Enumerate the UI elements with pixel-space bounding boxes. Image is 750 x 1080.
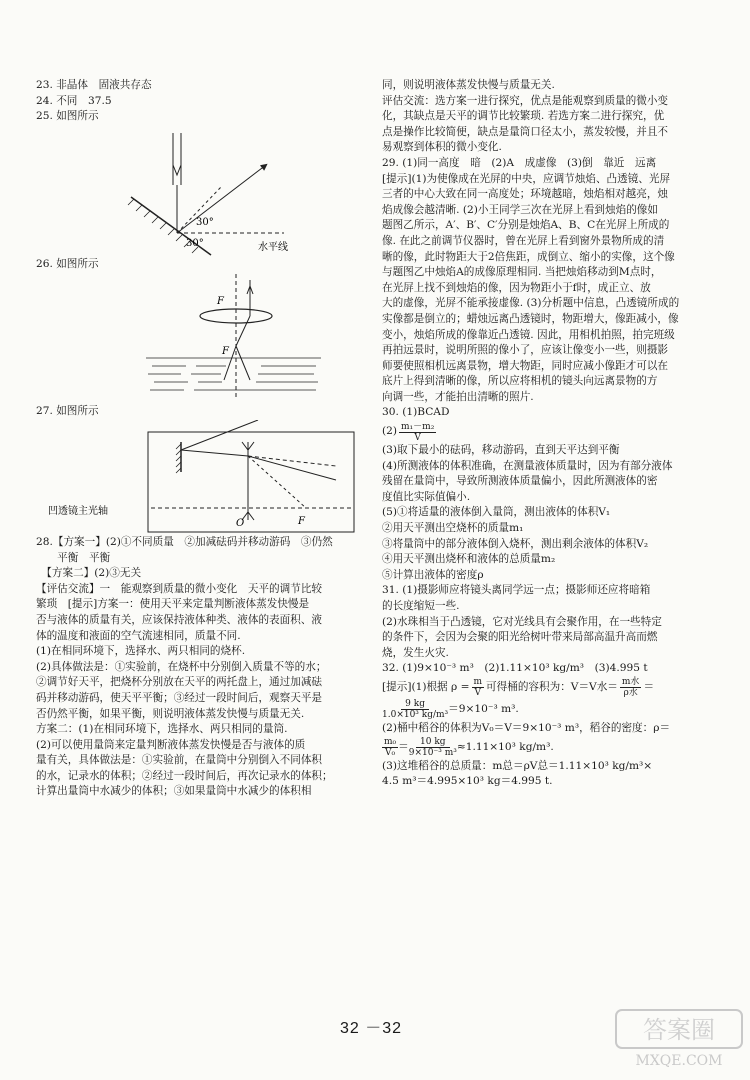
water-region (146, 358, 321, 394)
answer-29-line: 29. (1)同一高度 暗 (2)A 成虚像 (3)倒 靠近 远离 (382, 156, 657, 169)
answer-28-line: ②调节好天平，把烧杯分别放在天平的两托盘上，通过加减砝 (36, 676, 323, 689)
fraction-numerator: 9 kg (401, 699, 429, 710)
answer-29-line: [提示](1)为使像成在光屏的中央，应调节烛焰、凸透镜、光屏 (382, 172, 671, 185)
focus-label-top: F (217, 296, 224, 308)
focus-label-bottom: F (222, 346, 229, 358)
fraction-numerator: m水 (621, 677, 640, 688)
answer-29-line: 焰成像会越清晰. (2)小王同学三次在光屏上看到烛焰的像如 (382, 203, 658, 216)
answer-29-line: 向调一些，才能拍出清晰的照片. (382, 390, 534, 403)
answer-29-line: 师要使照相机远离景物，增大物距，同时应减小像距才可以在 (382, 359, 669, 372)
fraction-numerator: m₁－m₂ (401, 421, 435, 432)
answer-32-line1: 32. (1)9×10⁻³ m³ (2)1.11×10³ kg/m³ (3)4.995 t (382, 662, 648, 675)
answer-32-line5 (382, 737, 720, 759)
answer-29-line: 与题图乙中烛焰A的成像原理相同. 当把烛焰移动到M点时， (382, 266, 662, 279)
answer-29-line: 再拍远景时，说明所照的像小了，应该让像变小一些，则摄影 (382, 344, 669, 357)
answer-28-line: 否仍然平衡，如果平衡，则说明液体蒸发快慢与质量无关. (36, 707, 305, 720)
fraction-denominator: 1.0×10³ kg/m³ (382, 710, 449, 721)
answer-29 (382, 156, 720, 406)
answer-28 (36, 535, 372, 800)
page-number: 32 －32 (340, 1020, 403, 1037)
answer-28-line: 的水，记录水的体积；②经过一段时间后，再次记录水的体积； (36, 769, 333, 782)
answer-29-line: 变小，烛焰所成的像靠近凸透镜. 因此，用相机拍照，拍完班级 (382, 328, 675, 341)
fraction-volume (382, 699, 448, 720)
fraction-density-calc (409, 737, 457, 758)
answer-28-line: 否与液体的质量有关，应该保持液体种类、液体的表面积、液 (36, 613, 323, 626)
answer-28-line: 码并移动游码，使天平平衡；③经过一段时间后，观察天平是 (36, 691, 323, 704)
answer-29-line: 实像都是倒立的；蜡烛远离凸透镜时，物距增大，像距减小，像 (382, 312, 679, 325)
answer-28-line: 方案二：(1)在相同环境下，选择水、两只相同的量筒. (36, 723, 288, 736)
watermark-text: 答案圈 (643, 1016, 715, 1044)
answer-30-line: (4)所测液体的体积准确，在测量液体质量时，因为有部分液体 (382, 459, 673, 472)
fraction-density (399, 422, 436, 443)
fraction-m0-v0 (382, 737, 398, 758)
density-result: ≈1.11×10³ kg/m³. (456, 740, 554, 753)
answer-28-line: 【评估交流】一 能观察到质量的微小变化 天平的调节比较 (36, 582, 323, 595)
hint-equals: ＝ (643, 681, 655, 694)
answer-28-line: 体的温度和液面的空气流速相同，质量不同. (36, 629, 241, 642)
answer-28-line: 【方案二】(2)③无关 (36, 567, 142, 580)
answer-24: 24. 不同 37.5 (36, 94, 112, 107)
diverging-ray (248, 456, 336, 480)
fraction-denominator: V (414, 432, 421, 443)
watermark-logo (614, 1008, 744, 1074)
answer-30-line: ④用天平测出烧杯和液体的总质量m₂ (382, 553, 556, 566)
answer-28-line: (1)在相同环境下，选择水、两只相同的烧杯. (36, 645, 246, 658)
reflected-ray (177, 165, 266, 233)
axis-label: 凹透镜主光轴 (48, 505, 108, 517)
horizontal-label: 水平线 (258, 241, 288, 253)
hint-start: [提示](1)根据 ρ = (382, 681, 470, 694)
answer-25: 25. 如图所示 (36, 110, 99, 123)
answer-30-steps (382, 443, 720, 583)
answer-28-continued (382, 78, 720, 156)
fraction-denominator: V₀ (385, 748, 396, 759)
fraction-denominator: 9×10⁻³ m³ (408, 748, 457, 759)
answer-30-line2 (382, 421, 720, 443)
answer-31-line: 烧，发生火灾. (382, 646, 449, 659)
answer-32-line3 (382, 699, 720, 721)
answer-30-line: 度值比实际值偏小. (382, 490, 471, 503)
right-column (382, 78, 720, 790)
answer-28-line: (2)可以使用量筒来定量判断液体蒸发快慢是否与液体的质 (36, 738, 306, 751)
answer-28-cont-line: 化，其缺点是天平的调节比较繁琐. 若选方案二进行探究，优 (382, 110, 665, 123)
answer-30-line: (5)①将适量的液体倒入量筒，测出液体的体积V₁ (382, 506, 611, 519)
answer-32-line4: (2)桶中稻谷的体积为V₀＝V＝9×10⁻³ m³，稻谷的密度：ρ＝ (382, 721, 671, 734)
origin-label: O (236, 517, 245, 529)
answer-31-line: 31. (1)摄影师应将镜头离同学远一点；摄影师还应将暗箱 (382, 584, 651, 597)
answer-29-line: 三者的中心大致在同一高度处；环境越暗，烛焰相对越亮，烛 (382, 188, 669, 201)
equals-sign: ＝ (398, 740, 409, 753)
box-outline (148, 432, 354, 532)
answer-29-line: 在光屏上找不到烛焰的像，因为物距小于f时，成正立、放 (382, 281, 651, 294)
volume-result: ＝9×10⁻³ m³. (448, 703, 519, 716)
answer-29-line: 大的虚像，光屏不能承接虚像. (3)分析题中信息，凸透镜所成的 (382, 297, 680, 310)
answer-28-cont-line: 评估交流：选方案一进行探究，优点是能观察到质量的微小变 (382, 94, 669, 107)
fraction-denominator: V (474, 688, 482, 699)
answer-28-line: 平衡 平衡 (36, 551, 111, 564)
fraction-denominator: ρ水 (623, 688, 638, 699)
answer-32-line7: 4.5 m³＝4.995×10³ kg＝4.995 t. (382, 775, 553, 788)
answer-29-line: 题图乙所示，A′、B′、C′分别是烛焰A、B、C在光屏上所成的 (382, 219, 670, 232)
fraction-numerator: m (473, 677, 483, 688)
figure-26 (36, 272, 372, 404)
left-column (36, 78, 372, 800)
answer-32-line2 (382, 677, 720, 699)
answer-30-line: 残留在量筒中，导致所测液体质量偏小，因此所测液体的密 (382, 475, 658, 488)
answer-30-line: ②用天平测出空烧杯的质量m₁ (382, 522, 524, 535)
answer-31-line: 的长度缩短一些. (382, 600, 460, 612)
answer-28-line: 计算出量筒中水减少的体积；③如果量筒中水减少的体积相 (36, 785, 312, 798)
angle-label-bottom: 30° (186, 237, 204, 249)
answer-26: 26. 如图所示 (36, 257, 99, 270)
answer-29-line: 像. 在此之前调节仪器时，曾在光屏上看到窗外景物所成的清 (382, 234, 665, 247)
answer-31-line: 的条件下，会因为会聚的阳光给树叶带来局部高温升高而燃 (382, 631, 658, 644)
fraction-numerator: m₀ (384, 737, 397, 748)
answer-30-line: (3)取下最小的砝码，移动游码，直到天平达到平衡 (382, 444, 620, 457)
answer-23: 23. 非晶体 固液共存态 (36, 79, 152, 91)
concave-lens-diagram (36, 420, 372, 535)
ray-through-focus (236, 316, 250, 346)
answer-31 (382, 583, 720, 661)
answer-29-line: 底片上得到清晰的像，所以应将相机的镜头向远离景物的方 (382, 375, 658, 388)
figure-27 (36, 420, 372, 535)
lens-water-diagram (36, 272, 366, 404)
answer-27: 27. 如图所示 (36, 405, 99, 418)
answer-28-cont-line: 点是操作比较简便，缺点是量筒口径太小，蒸发较慢，并且不 (382, 125, 669, 138)
answer-28-line: 量有关，具体做法是：①实验前，在量筒中分别倒入不同体积 (36, 754, 323, 767)
answer-28-cont-line: 易观察到体积的微小变化. (382, 141, 502, 154)
hint-middle: 可得桶的容积为：V＝V水＝ (486, 681, 618, 694)
reflected-ray (181, 450, 248, 456)
focus-label: F (298, 515, 305, 527)
refracted-ray-b (236, 346, 250, 380)
answer-30-prefix: (2) (382, 425, 398, 438)
angle-label-top: 30° (196, 216, 214, 228)
figure-25 (36, 125, 372, 257)
answer-30-line1: 30. (1)BCAD (382, 406, 450, 419)
answer-30-line: ⑤计算出液体的密度ρ (382, 568, 484, 581)
fraction-m-v (472, 677, 485, 698)
answer-28-cont-line: 同，则说明液体蒸发快慢与质量无关. (382, 79, 555, 91)
answer-28-line: (2)具体做法是：①实验前，在烧杯中分别倒入质量不等的水； (36, 660, 327, 673)
answer-32-line6: (3)这堆稻谷的总质量：m总＝ρV总＝1.11×10³ kg/m³× (382, 759, 653, 772)
watermark-url: MXQE.COM (635, 1053, 723, 1069)
incident-ray (181, 420, 258, 450)
reflection-diagram (36, 125, 366, 257)
answer-30-line: ③将量筒中的部分液体倒入烧杯，测出剩余液体的体积V₂ (382, 537, 649, 550)
fraction-numerator: 10 kg (416, 737, 450, 748)
answer-31-line: (2)水珠相当于凸透镜，它对光线具有会聚作用，在一些特定 (382, 615, 662, 628)
answer-28-line: 繁琐 [提示]方案一：使用天平来定量判断液体蒸发快慢是 (36, 598, 310, 611)
fraction-mwater (620, 677, 642, 698)
answer-28-line: 28.【方案一】(2)①不同质量 ②加减砝码并移动游码 ③仍然 (36, 535, 333, 548)
answer-29-line: 晰的像，此时物距大于2倍焦距，成倒立、缩小的实像，这个像 (382, 250, 675, 263)
